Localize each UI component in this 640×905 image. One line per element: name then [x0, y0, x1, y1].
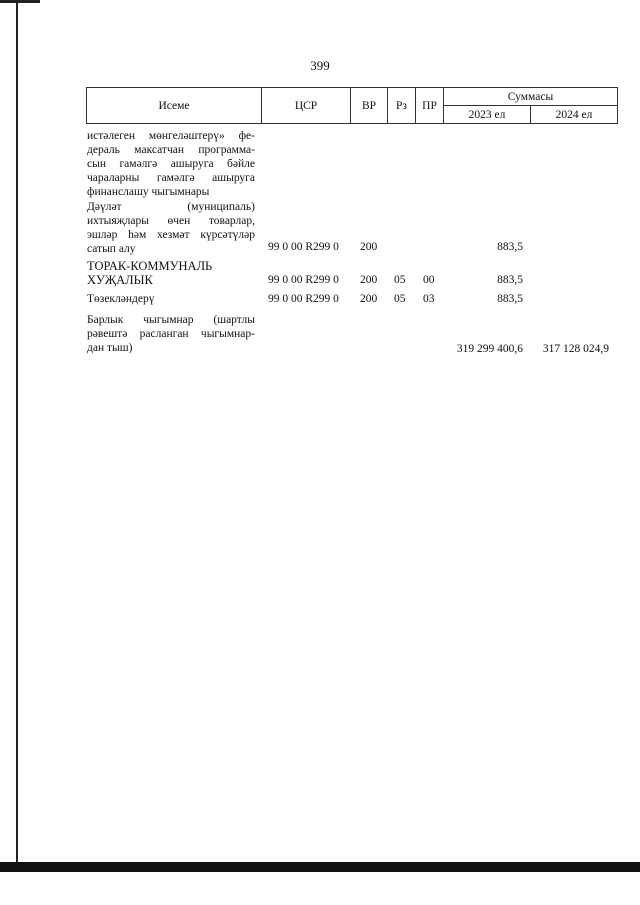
table-row-2-vr: 200 [360, 274, 378, 286]
table-row-4-2024: 317 128 024,9 [542, 343, 609, 355]
header-year-2024: 2024 ел [530, 105, 618, 124]
header-sums: Суммасы [443, 87, 618, 106]
table-row-1-name: Дәүләт (муниципаль) ихтыяҗлары өчен товарлар, эшләр һәм хезмәт күрсәтүләр сатып алу [87, 201, 255, 255]
table-row-2-rz: 05 [394, 274, 406, 286]
table-row-2-2023: 883,5 [497, 274, 523, 286]
table-row-0-name: истәлеген мөнгеләштерү» фе- дераль максатчан программа- сын гамәлгә ашыруга бәйле чараларны гамәлгә ашыруга финанслашу чыгымнары [87, 130, 255, 198]
header-pr: ПР [415, 87, 444, 124]
table-row-3-csr: 99 0 00 R299 0 [268, 293, 339, 305]
table-row-1-vr: 200 [360, 241, 378, 253]
table-row-3-rz: 05 [394, 293, 406, 305]
page-number: 399 [310, 58, 330, 73]
table-row-1-2023: 883,5 [497, 241, 523, 253]
table-row-3-vr: 200 [360, 293, 378, 305]
header-year-2023: 2023 ел [443, 105, 531, 124]
header-vr: ВР [350, 87, 388, 124]
scan-edge-top [0, 0, 40, 3]
table-row-4-name: Барлык чыгымнар (шартлы рәвештә расланган чыгымнар- дан тыш) [87, 314, 255, 354]
table-row-1-csr: 99 0 00 R299 0 [268, 241, 339, 253]
table-row-4-2023: 319 299 400,6 [456, 343, 523, 355]
scan-edge-left [16, 0, 18, 866]
table-row-2-csr: 99 0 00 R299 0 [268, 274, 339, 286]
header-csr: ЦСР [261, 87, 351, 124]
table-row-3-pr: 03 [423, 293, 435, 305]
header-name: Исеме [86, 87, 262, 124]
table-row-3-name: Төзекләндерү [87, 293, 155, 305]
table-row-3-2023: 883,5 [497, 293, 523, 305]
header-rz: Рз [387, 87, 416, 124]
table-row-2-pr: 00 [423, 274, 435, 286]
scan-edge-bottom [0, 862, 640, 872]
table-row-2-name: ТОРАК-КОММУНАЛЬ ХУҖАЛЫК [87, 259, 213, 287]
